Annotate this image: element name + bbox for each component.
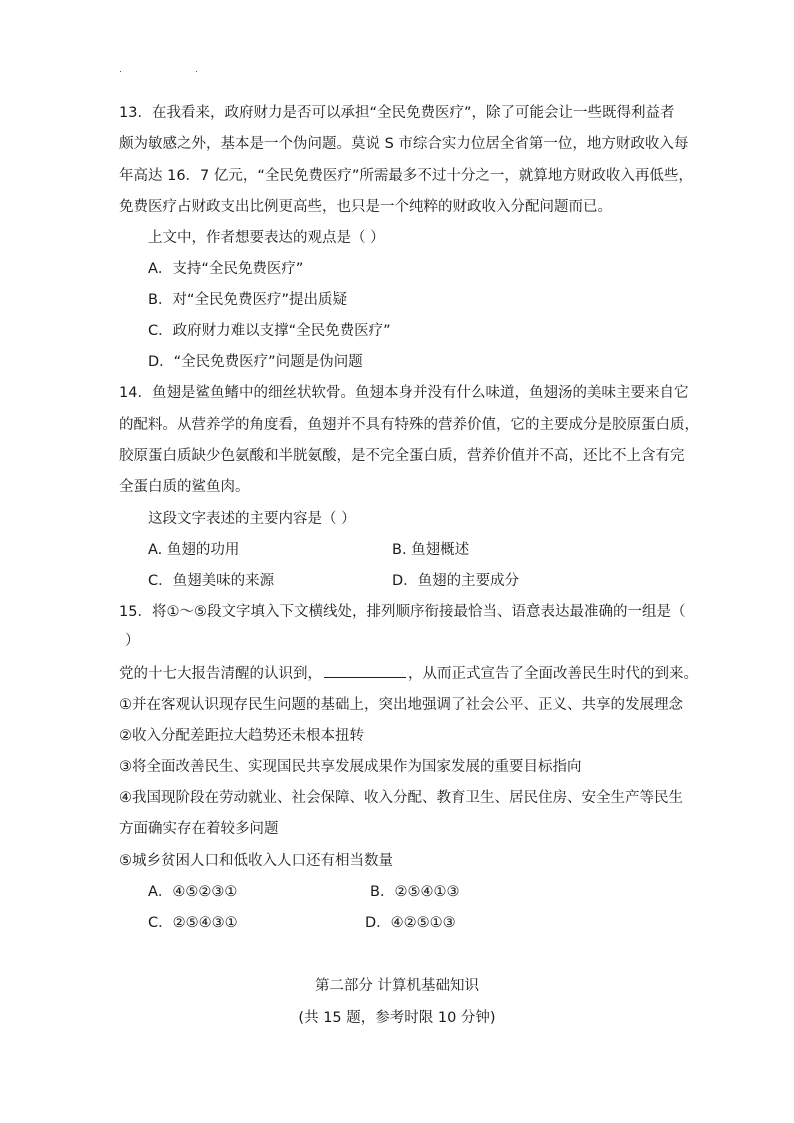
q14-text-line: 14．鱼翅是鲨鱼鳍中的细丝状软骨。鱼翅本身并没有什么味道，鱼翅汤的美味主要来自它 xyxy=(119,385,689,401)
header-mark xyxy=(196,71,197,72)
q15-item: 方面确实存在着较多问题 xyxy=(119,821,279,837)
fill-blank xyxy=(324,665,406,678)
q15-item: ④我国现阶段在劳动就业、社会保障、收入分配、教育卫生、居民住房、安全生产等民生 xyxy=(119,790,683,806)
q15-text-line: ） xyxy=(125,633,140,649)
q14-text-line: 的配料。从营养学的角度看，鱼翅并不具有特殊的营养价值，它的主要成分是胶原蛋白质， xyxy=(119,417,699,433)
passage-after: ，从而正式宣告了全面改善民生时代的到来。 xyxy=(408,666,698,682)
q15-item: ②收入分配差距拉大趋势还未根本扭转 xyxy=(119,728,364,744)
q14-option-a: A. 鱼翅的功用 xyxy=(148,542,240,558)
q13-option-c: C．政府财力难以支撑“全民免费医疗” xyxy=(148,323,391,339)
section-title: 第二部分 计算机基础知识 xyxy=(314,978,480,994)
q13-option-d: D．“全民免费医疗”问题是伪问题 xyxy=(148,354,363,370)
q15-text-line: 15．将①～⑤段文字填入下文横线处，排列顺序衔接最恰当、语意表达最准确的一组是（ xyxy=(119,604,686,620)
q15-option-c: C．②⑤④③① xyxy=(148,915,238,931)
q15-item: ③将全面改善民生、实现国民共享发展成果作为国家发展的重要目标指向 xyxy=(119,759,582,775)
q13-text-line: 年高达 16．7 亿元，“全民免费医疗”所需最多不过十分之一，就算地方财政收入再低些， xyxy=(119,168,693,184)
q15-option-a: A．④⑤②③① xyxy=(148,884,238,900)
q14-text-line: 胶原蛋白质缺少色氨酸和半胱氨酸，是不完全蛋白质，营养价值并不高，还比不上含有完 xyxy=(119,448,685,464)
q13-question: 上文中，作者想要表达的观点是（ ） xyxy=(148,230,385,246)
q15-option-b: B．②⑤④①③ xyxy=(370,884,460,900)
q14-question: 这段文字表述的主要内容是（ ） xyxy=(148,511,356,527)
q15-item: ①并在客观认识现存民生问题的基础上，突出地强调了社会公平、正义、共享的发展理念 xyxy=(119,697,683,713)
q13-option-a: A．支持“全民免费医疗” xyxy=(148,261,304,277)
q13-option-b: B．对“全民免费医疗”提出质疑 xyxy=(148,292,347,308)
q13-text-line: 免费医疗占财政支出比例更高些，也只是一个纯粹的财政收入分配问题而已。 xyxy=(119,199,612,215)
q13-text-line: 13．在我看来，政府财力是否可以承担“全民免费医疗”，除了可能会让一些既得利益者 xyxy=(119,105,675,121)
q15-option-d: D．④②⑤①③ xyxy=(365,915,456,931)
header-mark xyxy=(120,71,121,72)
q13-text-line: 颇为敏感之外，基本是一个伪问题。莫说 S 市综合实力位居全省第一位，地方财政收入每 xyxy=(119,136,689,152)
q14-option-c: C．鱼翅美味的来源 xyxy=(148,573,275,589)
q14-option-b: B. 鱼翅概述 xyxy=(392,542,470,558)
q14-option-d: D．鱼翅的主要成分 xyxy=(392,573,520,589)
section-subtitle: (共 15 题，参考时限 10 分钟) xyxy=(298,1010,496,1026)
q15-passage xyxy=(119,664,698,684)
q14-text-line: 全蛋白质的鲨鱼肉。 xyxy=(119,479,250,495)
q15-item: ⑤城乡贫困人口和低收入人口还有相当数量 xyxy=(119,853,393,869)
passage-before: 党的十七大报告清醒的认识到， xyxy=(119,666,322,682)
